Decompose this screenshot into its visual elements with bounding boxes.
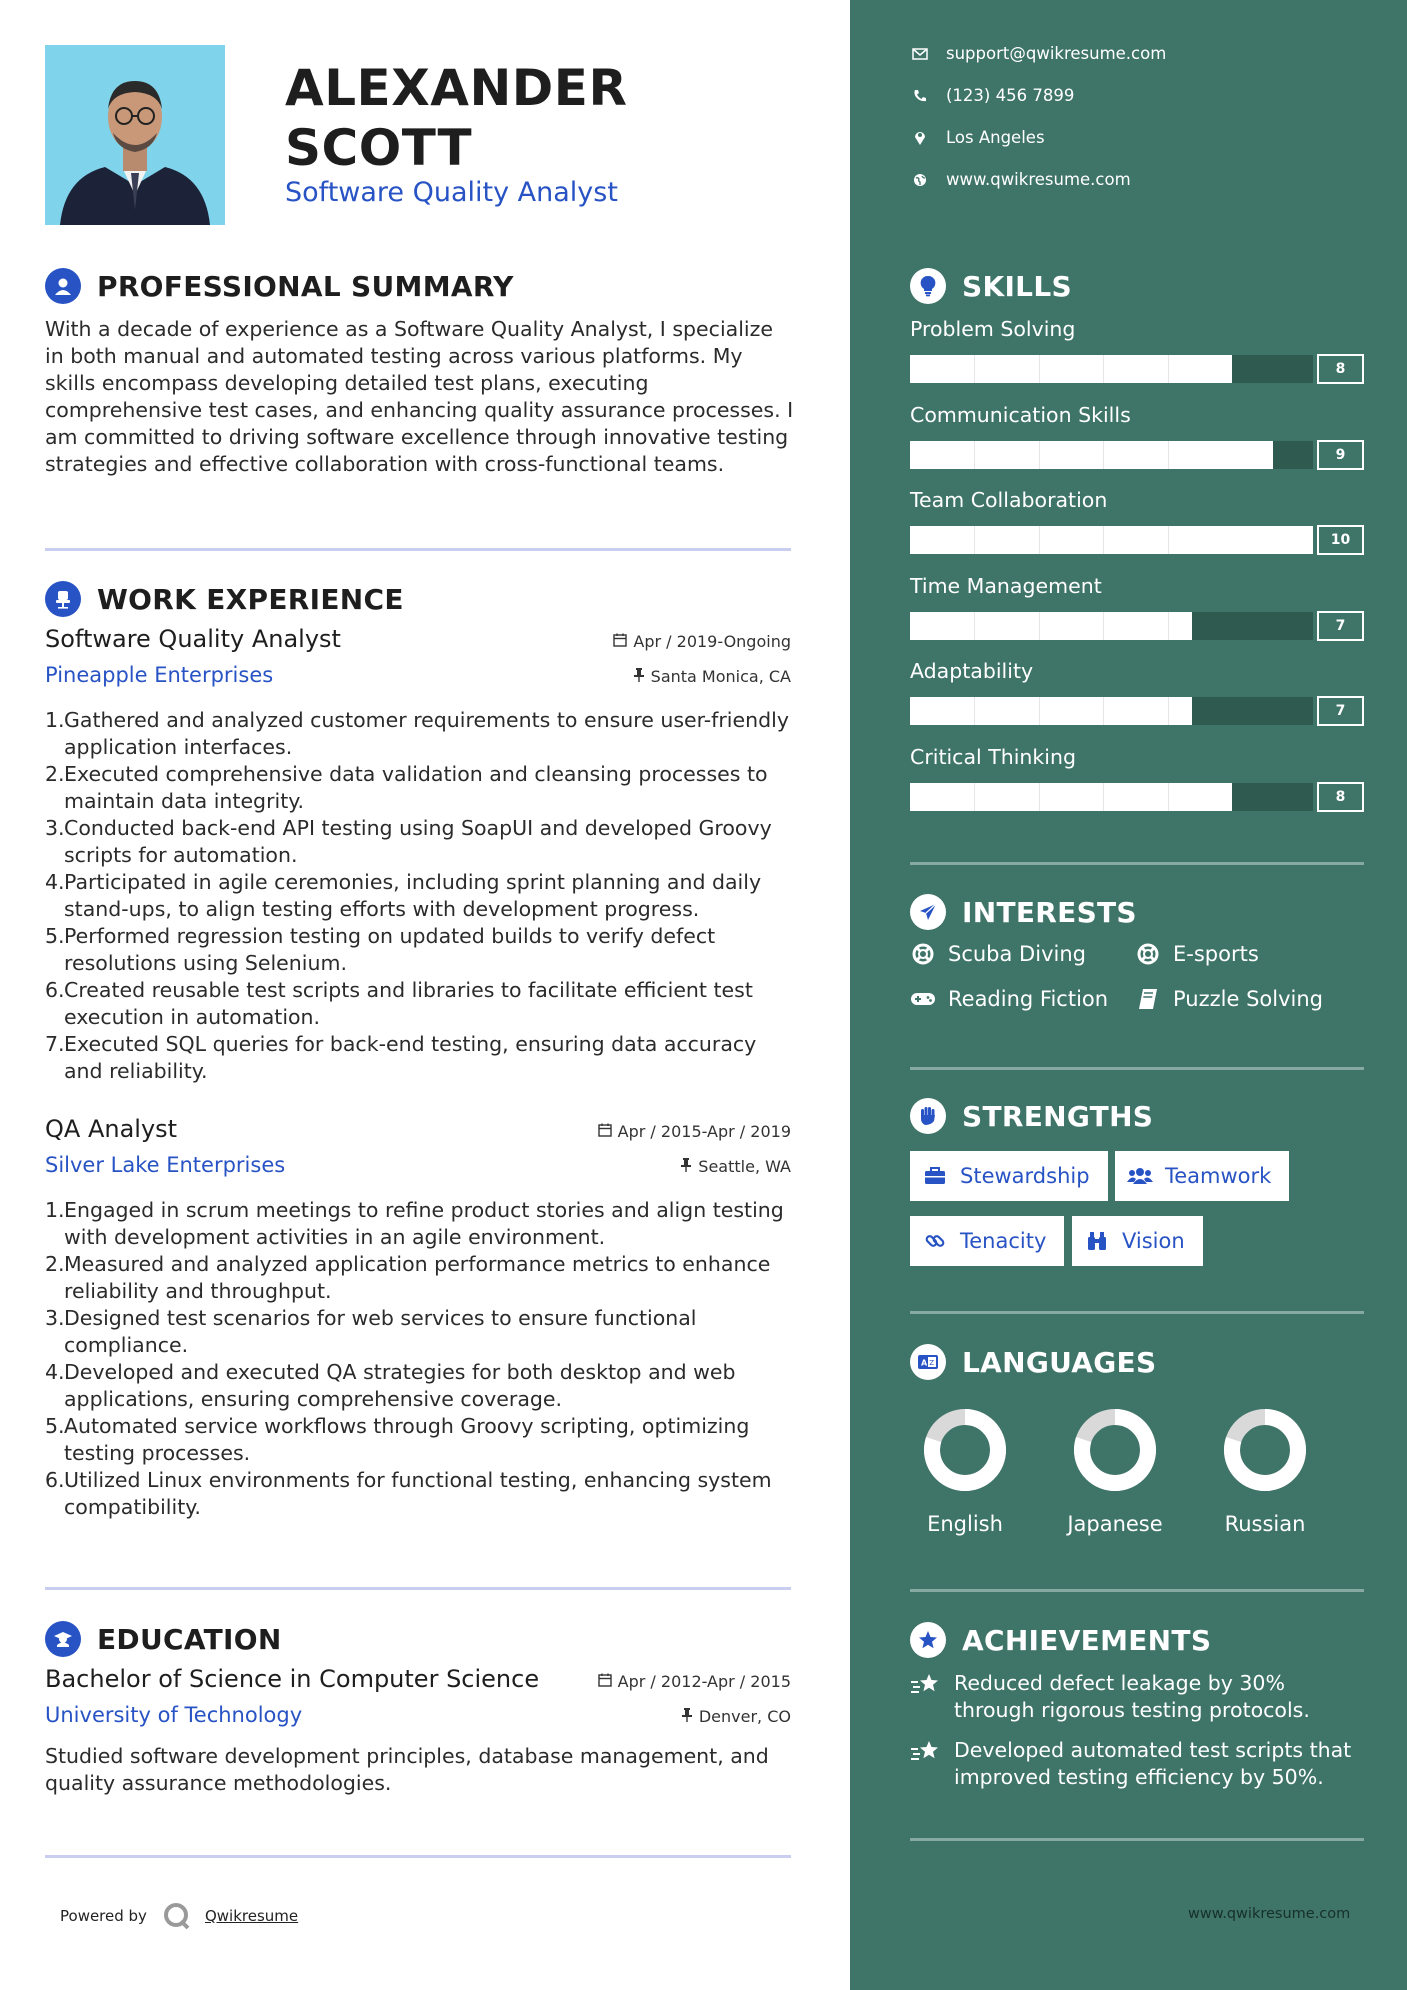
location-text: Los Angeles — [946, 128, 1045, 147]
divider — [910, 1067, 1364, 1070]
summary-heading — [45, 268, 514, 304]
skills-heading — [910, 268, 1072, 304]
powered-by — [60, 1902, 298, 1930]
skill-bar-fill — [910, 697, 1192, 725]
education-school: University of Technology — [45, 1703, 303, 1727]
list-item: 6. Created reusable test scripts and libraries to facilitate efficient test execution in automation. — [45, 978, 753, 1029]
achievements-heading — [910, 1622, 1211, 1658]
skill-name: Time Management — [910, 573, 1102, 598]
shooting-star-icon — [910, 1737, 940, 1791]
interests-heading — [910, 894, 1137, 930]
contact-phone — [910, 86, 1074, 105]
education-location — [681, 1707, 791, 1726]
svg-text:A: A — [921, 1358, 928, 1368]
list-item: 3. Conducted back-end API testing using SoapUI and developed Groovy scripts for automation. — [45, 816, 772, 867]
skill-bar — [910, 441, 1346, 469]
name-line-2: SCOTT — [285, 119, 473, 177]
skill-bar-segment — [1103, 441, 1104, 469]
experience-heading — [45, 581, 404, 617]
skill-bar-segment — [1039, 526, 1040, 554]
skill-score: 7 — [1317, 611, 1364, 641]
skill-bar-segment — [1103, 355, 1104, 383]
language-item — [910, 1408, 1020, 1536]
strength-label: Teamwork — [1165, 1164, 1272, 1188]
translate-icon — [910, 1344, 946, 1380]
interest-label: Puzzle Solving — [1173, 987, 1323, 1011]
skill-bar-segment — [974, 783, 975, 811]
list-item: 7. Executed SQL queries for back-end testing, ensuring data accuracy and reliability. — [45, 1032, 757, 1083]
skill-bar-segment — [1039, 783, 1040, 811]
divider — [45, 1855, 791, 1858]
graduation-cap-icon — [45, 1621, 81, 1657]
contact-website — [910, 170, 1131, 189]
shooting-star-icon — [910, 1670, 940, 1724]
skill-score: 10 — [1317, 525, 1364, 555]
skill-name: Communication Skills — [910, 402, 1131, 427]
pin-icon — [680, 1157, 692, 1176]
list-item: 2. Measured and analyzed application performance metrics to enhance reliability and throughput. — [45, 1252, 771, 1303]
skill-bar — [910, 697, 1346, 725]
skill-bar-segment — [1103, 783, 1104, 811]
job-entry — [45, 625, 791, 1085]
strength-label: Vision — [1122, 1229, 1185, 1253]
briefcase-icon — [922, 1167, 948, 1185]
strength-badge — [1115, 1151, 1289, 1201]
skill-item — [910, 659, 1364, 725]
calendar-icon — [598, 1122, 612, 1141]
qwikresume-link[interactable]: Qwikresume — [204, 1907, 299, 1925]
language-proficiency-ring — [1223, 1408, 1307, 1492]
website-text[interactable]: www.qwikresume.com — [946, 170, 1131, 189]
skill-bar — [910, 612, 1346, 640]
calendar-icon — [598, 1672, 612, 1691]
strength-badge — [910, 1216, 1064, 1266]
skill-bar-fill — [910, 441, 1273, 469]
divider — [910, 862, 1364, 865]
job-entry — [45, 1115, 791, 1521]
interest-label: Scuba Diving — [948, 942, 1086, 966]
achievement-text: Developed automated test scripts that improved testing efficiency by 50%. — [954, 1738, 1352, 1789]
skill-bar-segment — [1103, 526, 1104, 554]
education-description: Studied software development principles, database management, and quality assurance methodologies. — [45, 1744, 769, 1795]
job-bullets — [45, 1197, 791, 1521]
profile-photo — [45, 45, 225, 225]
users-icon — [1127, 1167, 1153, 1185]
languages-heading — [910, 1344, 1156, 1380]
contact-email — [910, 44, 1166, 63]
contact-location — [910, 128, 1045, 147]
skill-bar-segment — [1103, 612, 1104, 640]
education-location-text: Denver, CO — [698, 1707, 791, 1726]
skill-bar-fill — [910, 526, 1313, 554]
skill-item — [910, 488, 1364, 554]
sidebar — [850, 0, 1407, 1990]
skill-item — [910, 403, 1364, 469]
achievements-title: ACHIEVEMENTS — [962, 1623, 1212, 1657]
achievement-text: Reduced defect leakage by 30% through rigorous testing protocols. — [954, 1671, 1310, 1722]
life-ring-icon — [910, 943, 936, 965]
education-entry — [45, 1665, 791, 1797]
interest-item — [1135, 942, 1259, 966]
language-name: Japanese — [1067, 1512, 1163, 1536]
skill-bar — [910, 526, 1351, 554]
divider — [910, 1311, 1364, 1314]
footer-website[interactable]: www.qwikresume.com — [1188, 1906, 1351, 1922]
achievement-item — [910, 1670, 1370, 1724]
language-proficiency-ring — [923, 1408, 1007, 1492]
job-bullets — [45, 707, 791, 1085]
language-item — [1210, 1408, 1320, 1536]
map-marker-icon — [910, 130, 930, 145]
language-name: English — [927, 1512, 1003, 1536]
list-item: 4. Developed and executed QA strategies for both desktop and web applications, ensuring comprehensive coverage. — [45, 1360, 736, 1411]
skill-bar-fill — [910, 612, 1192, 640]
skill-bar-segment — [1168, 697, 1169, 725]
strengths-heading — [910, 1098, 1153, 1134]
interest-item — [910, 942, 1086, 966]
office-chair-icon — [45, 581, 81, 617]
gamepad-icon — [910, 991, 936, 1007]
list-item: 5. Automated service workflows through Groovy scripting, optimizing testing processes. — [45, 1414, 750, 1465]
skill-bar-segment — [1168, 441, 1169, 469]
job-dates — [598, 1122, 791, 1141]
candidate-title: Software Quality Analyst — [285, 177, 618, 208]
skill-score: 8 — [1317, 354, 1364, 384]
book-icon — [1135, 988, 1161, 1010]
list-item: 1. Gathered and analyzed customer requirements to ensure user-friendly application interfaces. — [45, 708, 789, 759]
language-proficiency-ring — [1073, 1408, 1157, 1492]
fist-icon — [910, 1098, 946, 1134]
summary-text: With a decade of experience as a Software Quality Analyst, I specialize in both manual and automated testing across various platforms. My skills encompass developing detailed test plans, executing comprehensive test cases, and enhancing quality assurance processes. I am committed to driving software excellence through innovative testing strategies and effective collaboration with cross-functional teams. — [45, 317, 794, 476]
skill-bar-segment — [1103, 697, 1104, 725]
calendar-icon — [613, 632, 627, 651]
languages-title: LANGUAGES — [962, 1345, 1157, 1379]
job-dates-text: Apr / 2019-Ongoing — [633, 632, 791, 651]
globe-icon — [910, 173, 930, 187]
binoculars-icon — [1084, 1231, 1110, 1251]
email-text[interactable]: support@qwikresume.com — [946, 44, 1167, 63]
skill-name: Problem Solving — [910, 317, 1076, 341]
skill-bar-segment — [974, 355, 975, 383]
job-dates-text: Apr / 2015-Apr / 2019 — [617, 1122, 791, 1141]
strengths-title: STRENGTHS — [962, 1099, 1154, 1133]
powered-by-label: Powered by — [60, 1907, 147, 1925]
skill-name: Team Collaboration — [910, 488, 1108, 512]
link-icon — [922, 1230, 948, 1252]
job-location — [680, 1157, 791, 1176]
skill-bar-segment — [974, 697, 975, 725]
job-role: QA Analyst — [45, 1115, 178, 1143]
job-company: Silver Lake Enterprises — [45, 1153, 286, 1177]
interest-item — [1135, 987, 1323, 1011]
skill-bar-segment — [1168, 783, 1169, 811]
skill-bar-segment — [1168, 355, 1169, 383]
pin-icon — [633, 667, 645, 686]
interest-label: Reading Fiction — [948, 987, 1109, 1011]
interests-title: INTERESTS — [962, 895, 1137, 929]
strength-badge — [1072, 1216, 1203, 1266]
skill-bar-fill — [910, 355, 1232, 383]
skill-item — [910, 574, 1364, 640]
job-location-text: Santa Monica, CA — [650, 667, 791, 686]
education-dates — [598, 1672, 791, 1691]
qwikresume-logo-icon — [163, 1902, 191, 1930]
skill-score: 8 — [1317, 782, 1364, 812]
interest-item — [910, 987, 1108, 1011]
skill-bar — [910, 783, 1346, 811]
star-badge-icon — [910, 1622, 946, 1658]
phone-text[interactable]: (123) 456 7899 — [946, 86, 1075, 105]
skill-bar-segment — [1039, 612, 1040, 640]
skill-bar-segment — [1039, 441, 1040, 469]
envelope-icon — [910, 48, 930, 60]
strength-label: Tenacity — [960, 1229, 1047, 1253]
education-title: EDUCATION — [97, 1622, 282, 1656]
divider — [910, 1589, 1364, 1592]
list-item: 6. Utilized Linux environments for functional testing, enhancing system compatibility. — [45, 1468, 772, 1519]
lightbulb-icon — [910, 268, 946, 304]
skill-name: Critical Thinking — [910, 744, 1076, 769]
job-role: Software Quality Analyst — [45, 625, 341, 653]
skill-bar-segment — [1039, 697, 1040, 725]
skill-item — [910, 317, 1364, 383]
pin-icon — [681, 1707, 693, 1726]
list-item: 2. Executed comprehensive data validation and cleansing processes to maintain data integrity. — [45, 762, 768, 813]
skill-name: Adaptability — [910, 659, 1034, 683]
skill-bar-segment — [974, 612, 975, 640]
job-company: Pineapple Enterprises — [45, 663, 274, 687]
divider — [45, 548, 791, 551]
divider — [45, 1587, 791, 1590]
name-line-1: ALEXANDER — [285, 59, 628, 117]
skill-score: 9 — [1317, 440, 1364, 470]
skill-bar-segment — [1039, 355, 1040, 383]
skill-bar-segment — [974, 441, 975, 469]
phone-icon — [910, 89, 930, 103]
language-item — [1060, 1408, 1170, 1536]
skill-bar-segment — [974, 526, 975, 554]
skill-bar — [910, 355, 1346, 383]
experience-title: WORK EXPERIENCE — [97, 582, 404, 616]
list-item: 5. Performed regression testing on updated builds to verify defect resolutions using Selenium. — [45, 924, 716, 975]
job-location-text: Seattle, WA — [698, 1157, 791, 1176]
skill-bar-fill — [910, 783, 1232, 811]
paper-plane-icon — [910, 894, 946, 930]
job-location — [633, 667, 791, 686]
education-dates-text: Apr / 2012-Apr / 2015 — [617, 1672, 791, 1691]
language-name: Russian — [1224, 1512, 1306, 1536]
list-item: 1. Engaged in scrum meetings to refine product stories and align testing with development activities in an agile environment. — [45, 1198, 784, 1249]
job-dates — [613, 632, 791, 651]
skill-score: 7 — [1317, 696, 1364, 726]
user-icon — [45, 268, 81, 304]
skills-title: SKILLS — [962, 269, 1072, 303]
skill-bar-segment — [1168, 526, 1169, 554]
achievement-item — [910, 1737, 1370, 1791]
candidate-name — [285, 58, 627, 178]
interest-label: E-sports — [1173, 942, 1259, 966]
divider — [910, 1838, 1364, 1841]
list-item: 3. Designed test scenarios for web services to ensure functional compliance. — [45, 1306, 697, 1357]
skill-bar-segment — [1168, 612, 1169, 640]
list-item: 4. Participated in agile ceremonies, including sprint planning and daily stand-ups, to align testing efforts with development progress. — [45, 870, 762, 921]
skill-item — [910, 745, 1364, 811]
summary-title: PROFESSIONAL SUMMARY — [97, 269, 514, 303]
education-heading — [45, 1621, 282, 1657]
strength-label: Stewardship — [960, 1164, 1090, 1188]
svg-text:Z: Z — [929, 1359, 934, 1367]
education-degree: Bachelor of Science in Computer Science — [45, 1665, 540, 1693]
life-ring-icon — [1135, 943, 1161, 965]
strength-badge — [910, 1151, 1108, 1201]
